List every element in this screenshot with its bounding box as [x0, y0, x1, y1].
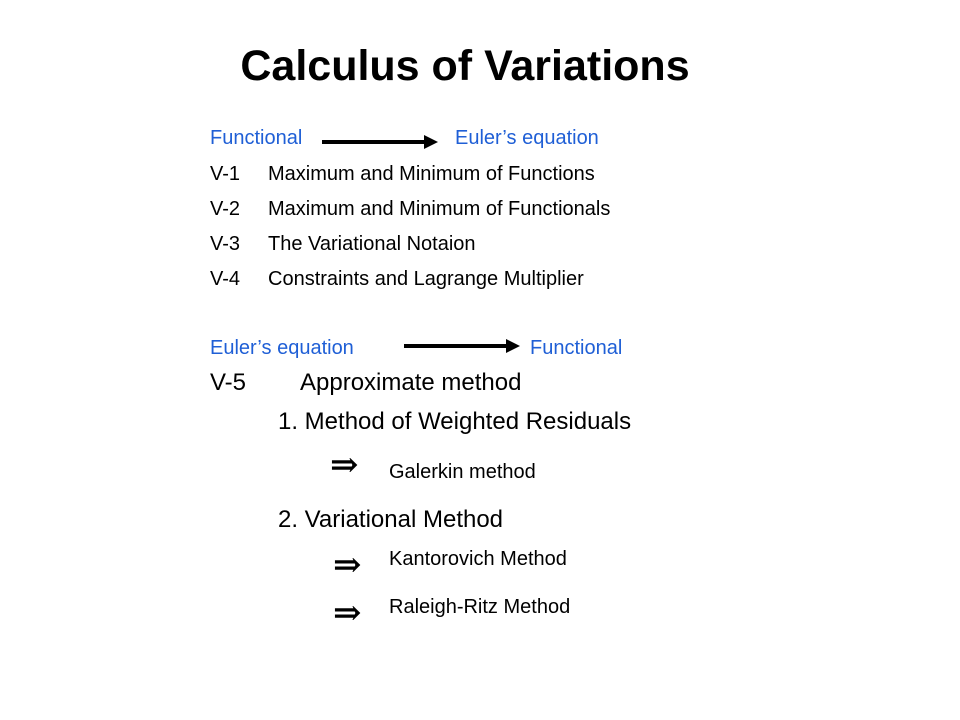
implies-icon: ⇒ — [333, 593, 362, 633]
item-code-v3: V-3 — [210, 233, 241, 255]
eulers-equation-label: Euler’s equation — [455, 127, 599, 149]
functional-label-2: Functional — [530, 337, 623, 359]
item-text-v5: Approximate method — [300, 369, 522, 396]
item-text-v2: Maximum and Minimum of Functionals — [268, 198, 611, 220]
item-code-v1: V-1 — [210, 163, 241, 185]
right-arrow-icon — [404, 344, 508, 348]
page-title: Calculus of Variations — [240, 42, 690, 90]
item-code-v4: V-4 — [210, 268, 241, 290]
item-text-v4: Constraints and Lagrange Multiplier — [268, 268, 584, 290]
method-variational: 2. Variational Method — [278, 506, 504, 533]
raleigh-ritz-method: Raleigh-Ritz Method — [389, 596, 571, 618]
implies-icon: ⇒ — [330, 445, 359, 485]
functional-label: Functional — [210, 127, 303, 149]
item-code-v5: V-5 — [210, 369, 247, 396]
method-weighted-residuals: 1. Method of Weighted Residuals — [278, 408, 632, 435]
item-code-v2: V-2 — [210, 198, 241, 220]
eulers-equation-label-2: Euler’s equation — [210, 337, 354, 359]
right-arrow-icon — [322, 140, 426, 144]
item-text-v3: The Variational Notaion — [268, 233, 476, 255]
kantorovich-method: Kantorovich Method — [389, 548, 567, 570]
galerkin-method: Galerkin method — [389, 461, 536, 483]
implies-icon: ⇒ — [333, 545, 362, 585]
item-text-v1: Maximum and Minimum of Functions — [268, 163, 595, 185]
